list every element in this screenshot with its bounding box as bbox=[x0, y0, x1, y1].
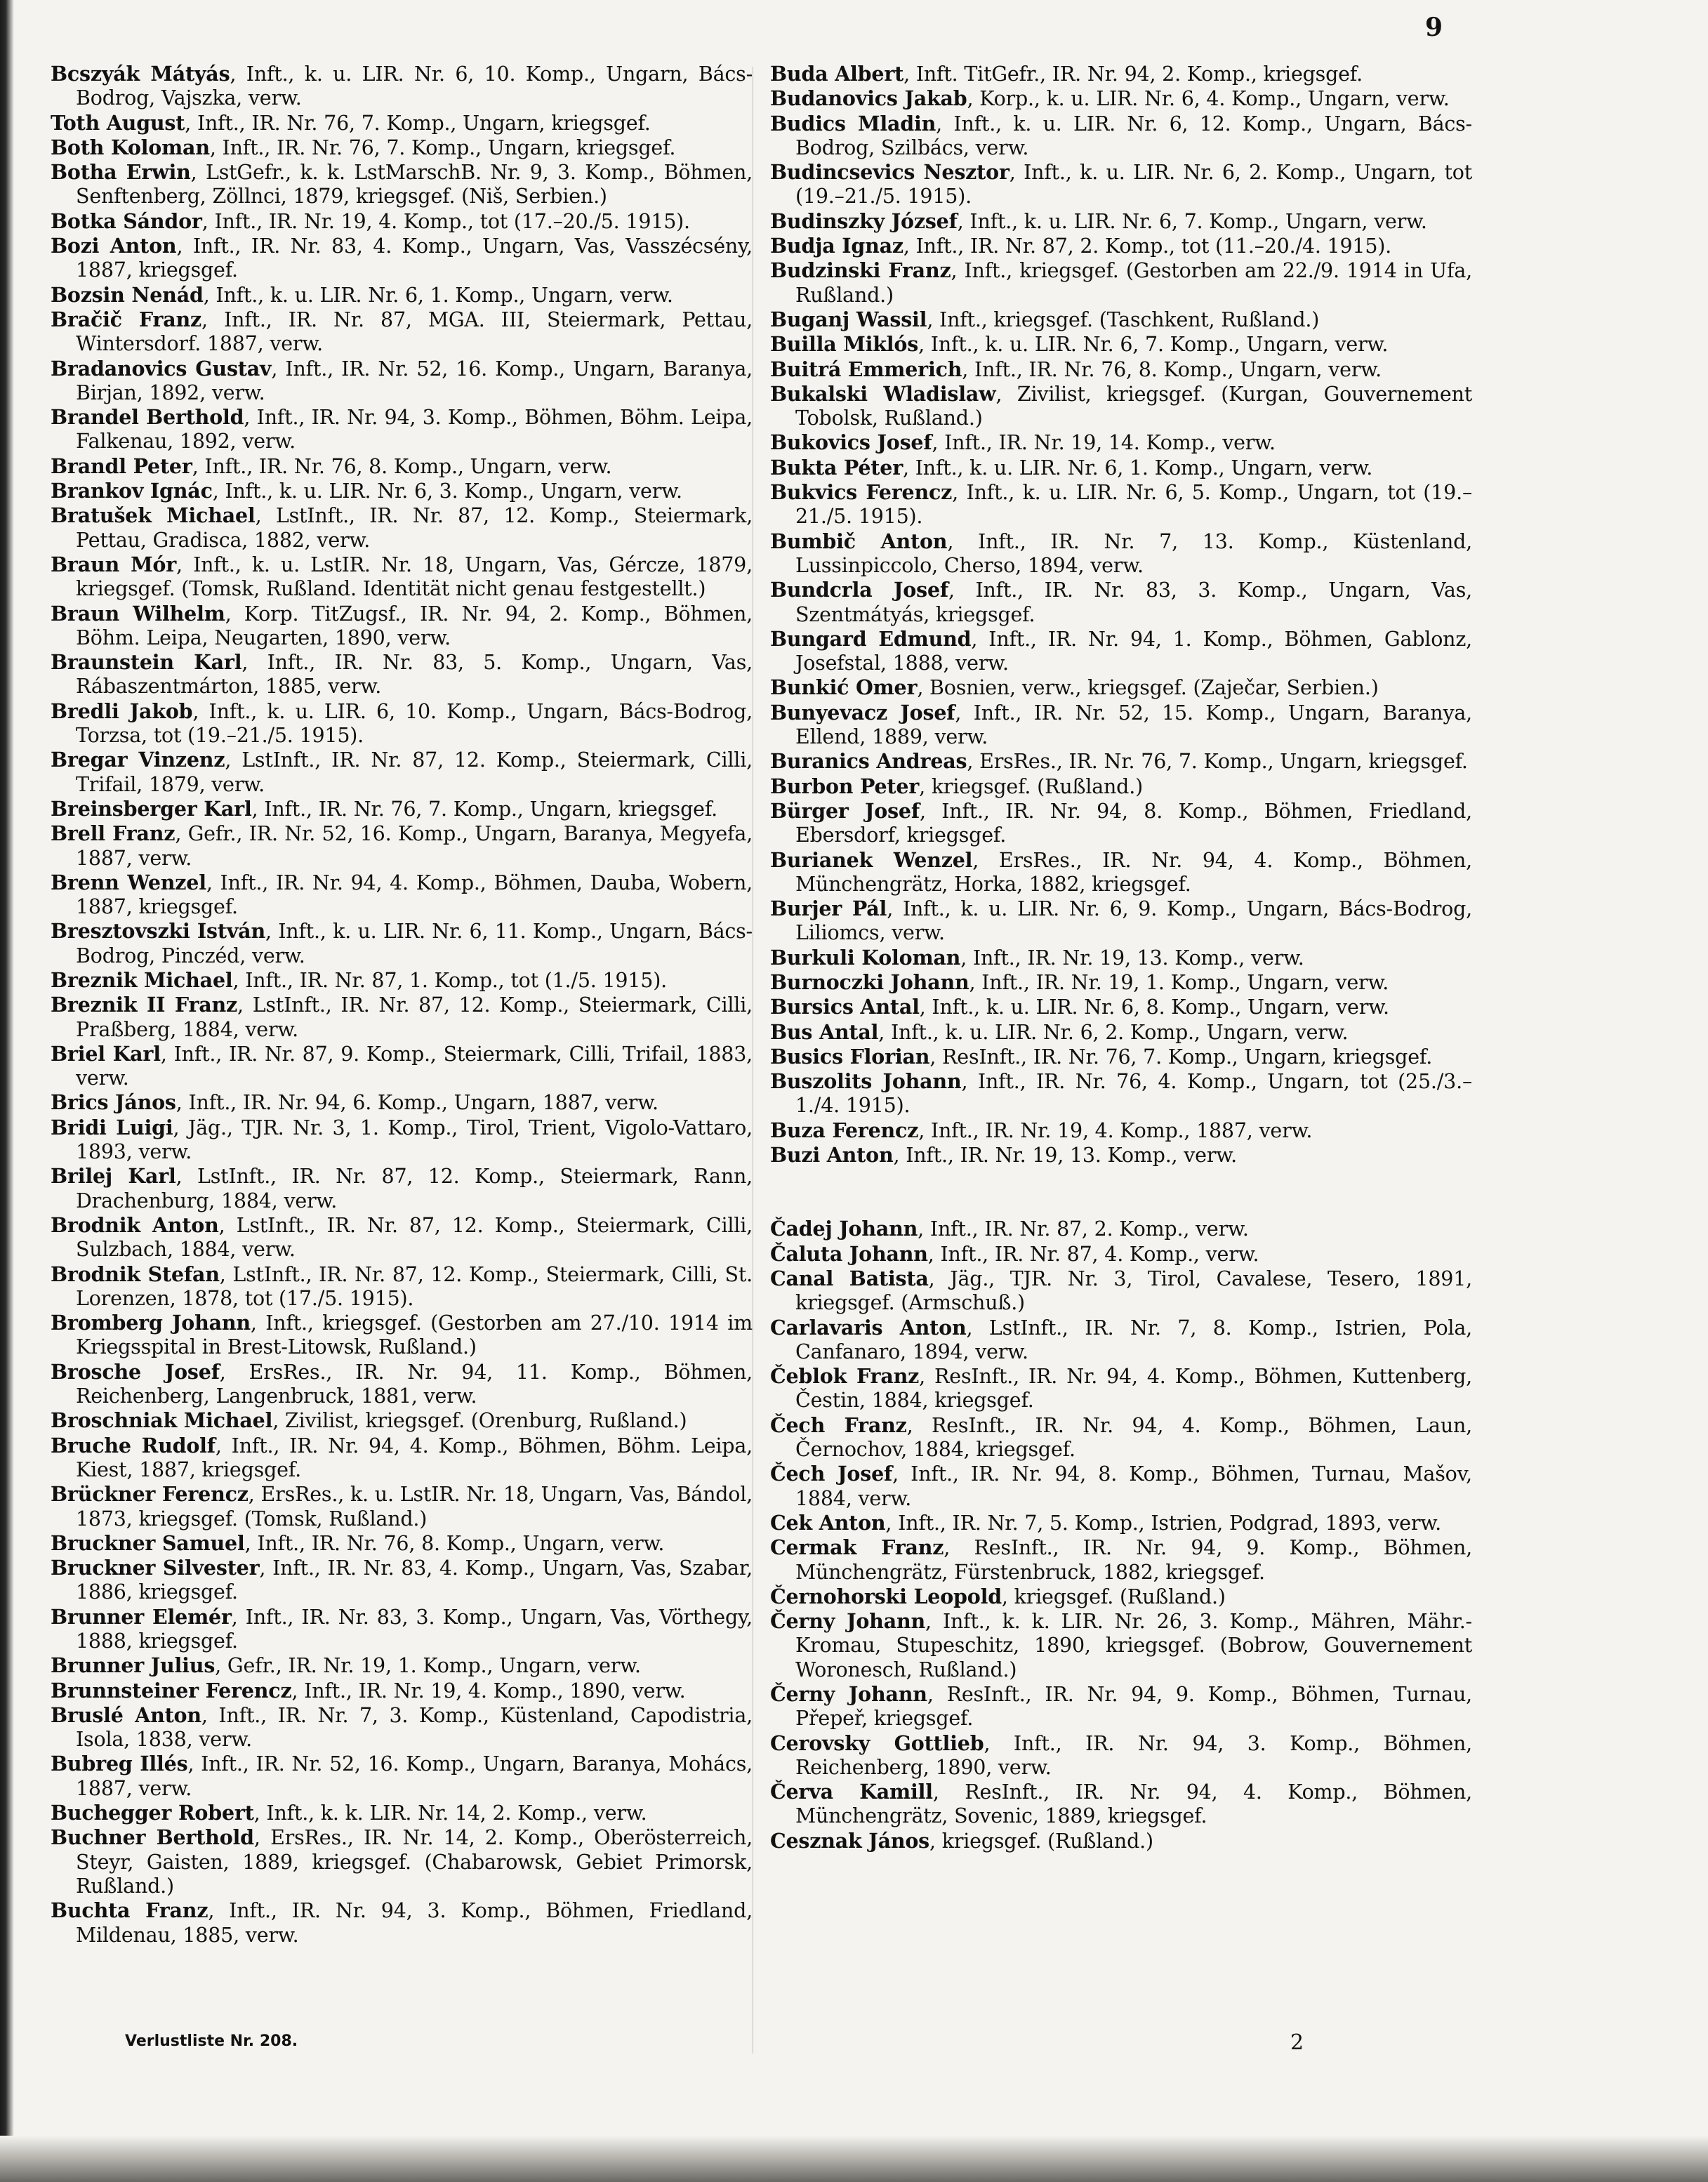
casualty-entry bbox=[770, 675, 1472, 700]
entry-details: , Inft., k. u. LIR. Nr. 6, 9. Komp., Ungarn, Bács-Bodrog, Liliomcs, verw. bbox=[795, 897, 1472, 945]
entry-name: Brankov Ignác bbox=[51, 479, 213, 503]
casualty-entry bbox=[51, 1679, 753, 1703]
casualty-entry bbox=[51, 1434, 753, 1483]
casualty-entry bbox=[770, 578, 1472, 627]
entry-details: , kriegsgef. (Rußland.) bbox=[919, 774, 1144, 798]
entry-details: , Gefr., IR. Nr. 52, 16. Komp., Ungarn, Baranya, Megyefa, 1887, verw. bbox=[76, 822, 753, 870]
entry-name: Brell Franz bbox=[51, 821, 176, 846]
entry-details: , LstInft., IR. Nr. 87, 12. Komp., Steiermark, Cilli, Praßberg, 1884, verw. bbox=[76, 993, 753, 1041]
entry-details: , Inft., IR. Nr. 76, 8. Komp., Ungarn, verw. bbox=[962, 357, 1382, 381]
entry-details: , LstInft., IR. Nr. 87, 12. Komp., Steiermark, Rann, Drachenburg, 1884, verw. bbox=[76, 1165, 753, 1212]
casualty-entry bbox=[51, 454, 753, 479]
entry-name: Černy Johann bbox=[770, 1609, 925, 1634]
casualty-entry bbox=[51, 1262, 753, 1311]
casualty-entry bbox=[51, 1311, 753, 1360]
entry-details: , Inft., IR. Nr. 94, 6. Komp., Ungarn, 1887, verw. bbox=[176, 1091, 658, 1115]
entry-name: Toth August bbox=[51, 110, 185, 135]
entry-details: , Inft., IR. Nr. 76, 8. Komp., Ungarn, verw. bbox=[244, 1531, 665, 1555]
entry-details: , Inft., k. u. LIR. Nr. 6, 1. Komp., Ungarn, verw. bbox=[203, 283, 673, 307]
entry-name: Čech Josef bbox=[770, 1462, 893, 1486]
casualty-entry bbox=[770, 112, 1472, 161]
entry-name: Buranics Andreas bbox=[770, 749, 967, 774]
casualty-entry bbox=[51, 919, 753, 968]
casualty-entry bbox=[51, 699, 753, 748]
casualty-entry bbox=[770, 1217, 1472, 1241]
entry-name: Breznik II Franz bbox=[51, 993, 238, 1017]
entry-details: , Inft., IR. Nr. 19, 13. Komp., verw. bbox=[960, 946, 1304, 970]
entry-details: , Korp. TitZugsf., IR. Nr. 94, 2. Komp., Böhmen, Böhm. Leipa, Neugarten, 1890, verw. bbox=[76, 602, 753, 649]
casualty-entry bbox=[770, 234, 1472, 258]
entry-details: , Inft., k. u. LIR. Nr. 6, 5. Komp., Ungarn, tot (19.–21./5. 1915). bbox=[795, 481, 1472, 529]
entry-name: Bcszyák Mátyás bbox=[51, 62, 230, 86]
casualty-entry bbox=[51, 1825, 753, 1898]
entry-details: , Inft., IR. Nr. 94, 8. Komp., Böhmen, Friedland, Ebersdorf, kriegsgef. bbox=[795, 799, 1472, 847]
casualty-entry bbox=[51, 1042, 753, 1091]
entry-name: Budja Ignaz bbox=[770, 234, 903, 258]
entry-name: Broschniak Michael bbox=[51, 1408, 273, 1433]
entry-details: , Inft., IR. Nr. 94, 3. Komp., Böhmen, Böhm. Leipa, Falkenau, 1892, verw. bbox=[76, 406, 753, 454]
section-gap bbox=[770, 1168, 1472, 1217]
entry-name: Bozi Anton bbox=[51, 234, 177, 258]
entry-name: Bubreg Illés bbox=[51, 1752, 188, 1776]
entry-name: Budanovics Jakab bbox=[770, 86, 967, 111]
entry-details: , Inft., k. u. LIR. 6, 10. Komp., Ungarn, Bács-Bodrog, Torzsa, tot (19.–21./5. 1915). bbox=[76, 699, 753, 748]
casualty-entry bbox=[770, 1413, 1472, 1462]
entry-name: Breznik Michael bbox=[51, 967, 233, 992]
entry-details: , ResInft., IR. Nr. 76, 7. Komp., Ungarn, kriegsgef. bbox=[929, 1045, 1433, 1069]
left-column bbox=[51, 62, 753, 1948]
entry-name: Brodnik Anton bbox=[51, 1212, 219, 1237]
entry-name: Burjer Pál bbox=[770, 897, 887, 921]
entry-details: , Zivilist, kriegsgef. (Orenburg, Rußland.) bbox=[272, 1409, 687, 1433]
entry-details: , Inft. TitGefr., IR. Nr. 94, 2. Komp., kriegsgef. bbox=[903, 62, 1363, 86]
entry-details: , Inft., k. u. LIR. Nr. 6, 2. Komp., Ungarn, tot (19.–21./5. 1915). bbox=[795, 161, 1472, 209]
entry-details: , Inft., IR. Nr. 94, 3. Komp., Böhmen, Reichenberg, 1890, verw. bbox=[795, 1731, 1472, 1779]
entry-details: , LstInft., IR. Nr. 87, 12. Komp., Steiermark, Cilli, St. Lorenzen, 1878, tot (17./5. 1915). bbox=[76, 1262, 753, 1310]
casualty-entry bbox=[51, 1531, 753, 1556]
entry-details: , LstInft., IR. Nr. 7, 8. Komp., Istrien, Pola, Canfanaro, 1894, verw. bbox=[795, 1316, 1473, 1363]
casualty-entry bbox=[770, 1143, 1472, 1168]
entry-name: Bukta Péter bbox=[770, 455, 903, 480]
casualty-entry bbox=[770, 357, 1472, 382]
casualty-entry bbox=[51, 1360, 753, 1409]
casualty-entry bbox=[51, 1605, 753, 1654]
casualty-entry bbox=[51, 135, 753, 160]
entry-details: , ResInft., IR. Nr. 94, 4. Komp., Böhmen, Laun, Černochov, 1884, kriegsgef. bbox=[795, 1413, 1472, 1462]
entry-name: Buchner Berthold bbox=[51, 1825, 254, 1850]
entry-name: Bruslé Anton bbox=[51, 1702, 201, 1727]
entry-details: , Inft., k. k. LIR. Nr. 14, 2. Komp., verw. bbox=[253, 1801, 647, 1825]
entry-name: Cesznak János bbox=[770, 1828, 930, 1853]
casualty-entry bbox=[770, 456, 1472, 480]
entry-details: , Inft., IR. Nr. 19, 4. Komp., 1890, verw. bbox=[291, 1679, 686, 1702]
casualty-entry bbox=[770, 995, 1472, 1019]
entry-name: Brics János bbox=[51, 1090, 176, 1115]
entry-name: Cerovsky Gottlieb bbox=[770, 1731, 984, 1755]
casualty-entry bbox=[770, 1316, 1472, 1365]
entry-name: Burbon Peter bbox=[770, 774, 920, 798]
casualty-entry bbox=[770, 86, 1472, 111]
entry-details: , Inft., IR. Nr. 94, 4. Komp., Böhmen, Böhm. Leipa, Kiest, 1887, kriegsgef. bbox=[76, 1434, 753, 1481]
entry-details: , ErsRes., IR. Nr. 94, 11. Komp., Böhmen, Reichenberg, Langenbruck, 1881, verw. bbox=[76, 1360, 753, 1408]
casualty-entry bbox=[770, 1731, 1472, 1780]
casualty-entry bbox=[51, 553, 753, 602]
casualty-entry bbox=[51, 62, 753, 111]
casualty-entry bbox=[770, 970, 1472, 995]
casualty-entry bbox=[51, 308, 753, 357]
casualty-entry bbox=[770, 332, 1472, 357]
entry-name: Burianek Wenzel bbox=[770, 847, 973, 872]
entry-details: , Inft., IR. Nr. 19, 13. Komp., verw. bbox=[893, 1144, 1237, 1168]
entry-name: Bruche Rudolf bbox=[51, 1433, 216, 1457]
casualty-entry bbox=[770, 1682, 1472, 1731]
entry-name: Bromberg Johann bbox=[51, 1311, 251, 1335]
entry-name: Cermak Franz bbox=[770, 1535, 944, 1560]
casualty-entry bbox=[770, 160, 1472, 209]
casualty-entry bbox=[770, 701, 1472, 750]
entry-name: Bradanovics Gustav bbox=[51, 356, 272, 381]
entry-details: , Inft., IR. Nr. 7, 5. Komp., Istrien, Podgrad, 1893, verw. bbox=[885, 1511, 1441, 1535]
casualty-entry bbox=[51, 160, 753, 209]
entry-name: Both Koloman bbox=[51, 135, 210, 159]
casualty-entry bbox=[770, 382, 1472, 431]
entry-details: , Inft., IR. Nr. 94, 3. Komp., Böhmen, Friedland, Mildenau, 1885, verw. bbox=[76, 1899, 753, 1947]
entry-details: , Korp., k. u. LIR. Nr. 6, 4. Komp., Ungarn, verw. bbox=[967, 87, 1450, 111]
entry-name: Braunstein Karl bbox=[51, 650, 242, 675]
entry-details: , ResInft., IR. Nr. 94, 4. Komp., Böhmen, Münchengrätz, Sovenic, 1889, kriegsgef. bbox=[795, 1780, 1472, 1828]
casualty-entry bbox=[51, 283, 753, 308]
casualty-entry bbox=[770, 1267, 1472, 1316]
entry-name: Brandel Berthold bbox=[51, 405, 244, 430]
casualty-entry bbox=[51, 650, 753, 699]
entry-name: Canal Batista bbox=[770, 1266, 929, 1290]
entry-name: Braun Wilhelm bbox=[51, 601, 225, 626]
entry-details: , Inft., kriegsgef. (Taschkent, Rußland.) bbox=[927, 308, 1320, 331]
casualty-entry bbox=[51, 1556, 753, 1605]
entry-name: Bundcrla Josef bbox=[770, 578, 948, 602]
entry-details: , Inft., IR. Nr. 52, 16. Komp., Ungarn, Baranya, Birjan, 1892, verw. bbox=[76, 357, 753, 404]
entry-name: Buza Ferencz bbox=[770, 1118, 919, 1142]
entry-details: , Jäg., TJR. Nr. 3, 1. Komp., Tirol, Trient, Vigolo-Vattaro, 1893, verw. bbox=[76, 1116, 753, 1164]
entry-name: Breinsberger Karl bbox=[51, 796, 252, 821]
casualty-entry bbox=[770, 1045, 1472, 1069]
entry-details: , LstInft., IR. Nr. 87, 12. Komp., Steiermark, Cilli, Sulzbach, 1884, verw. bbox=[76, 1213, 753, 1262]
entry-details: , kriegsgef. (Rußland.) bbox=[1001, 1585, 1226, 1608]
entry-details: , Zivilist, kriegsgef. (Kurgan, Gouvernement Tobolsk, Rußland.) bbox=[795, 382, 1473, 430]
casualty-entry bbox=[770, 62, 1472, 86]
entry-name: Buitrá Emmerich bbox=[770, 357, 962, 381]
entry-details: , Inft., IR. Nr. 76, 7. Komp., Ungarn, kriegsgef. bbox=[251, 797, 718, 821]
entry-details: , Inft., IR. Nr. 87, 2. Komp., tot (11.–20./4. 1915). bbox=[903, 234, 1392, 258]
entry-name: Brunner Julius bbox=[51, 1653, 216, 1678]
entry-name: Čadej Johann bbox=[770, 1217, 918, 1241]
casualty-entry bbox=[51, 1482, 753, 1531]
entry-name: Buchta Franz bbox=[51, 1898, 208, 1923]
casualty-entry bbox=[770, 627, 1472, 676]
entry-details: , ErsRes., k. u. LstIR. Nr. 18, Ungarn, Vas, Bándol, 1873, kriegsgef. (Tomsk, Rußland.) bbox=[76, 1483, 753, 1530]
entry-name: Budincsevics Nesztor bbox=[770, 160, 1009, 185]
entry-details: , LstInft., IR. Nr. 87, 12. Komp., Steiermark, Pettau, Gradisca, 1882, verw. bbox=[76, 504, 753, 552]
casualty-entry bbox=[51, 602, 753, 651]
entry-details: , Inft., k. u. LIR. Nr. 6, 7. Komp., Ungarn, verw. bbox=[957, 209, 1427, 233]
entry-name: Bračič Franz bbox=[51, 307, 202, 331]
casualty-entry bbox=[51, 1090, 753, 1115]
entry-details: , Inft., k. u. LstIR. Nr. 18, Ungarn, Vas, Gércze, 1879, kriegsgef. (Tomsk, Rußland. Identität nicht genau festgestellt.) bbox=[76, 553, 753, 601]
entry-name: Bungard Edmund bbox=[770, 626, 972, 651]
entry-details: , Inft., IR. Nr. 7, 3. Komp., Küstenland, Capodistria, Isola, 1838, verw. bbox=[76, 1703, 753, 1752]
sheet-number: 2 bbox=[1290, 2030, 1304, 2055]
entry-details: , Inft., k. k. LIR. Nr. 26, 3. Komp., Mähren, Mähr.-Kromau, Stupeschitz, 1890, kriegsgef. (Bobrow, Gouvernement Woronesch, Rußland.) bbox=[795, 1610, 1472, 1681]
casualty-entry bbox=[51, 821, 753, 871]
entry-name: Bruckner Samuel bbox=[51, 1530, 245, 1555]
casualty-entry bbox=[51, 479, 753, 503]
entry-name: Bregar Vinzenz bbox=[51, 748, 225, 772]
entry-name: Brunnsteiner Ferencz bbox=[51, 1678, 292, 1702]
entry-details: , Inft., IR. Nr. 87, 4. Komp., verw. bbox=[927, 1242, 1259, 1266]
casualty-entry bbox=[770, 1364, 1472, 1413]
entry-details: , Inft., IR. Nr. 19, 4. Komp., 1887, verw. bbox=[918, 1118, 1313, 1142]
casualty-entry bbox=[770, 209, 1472, 234]
casualty-entry bbox=[51, 1116, 753, 1165]
casualty-entry bbox=[51, 1164, 753, 1213]
casualty-entry bbox=[51, 1703, 753, 1752]
entry-details: , Inft., IR. Nr. 83, 3. Komp., Ungarn, Vas, Vörthegy, 1888, kriegsgef. bbox=[76, 1605, 753, 1653]
casualty-entry bbox=[51, 503, 753, 553]
entry-name: Bukvics Ferencz bbox=[770, 480, 953, 505]
entry-name: Brandl Peter bbox=[51, 454, 192, 478]
casualty-entry bbox=[51, 1752, 753, 1801]
entry-details: , Inft., IR. Nr. 76, 8. Komp., Ungarn, verw. bbox=[192, 454, 612, 478]
casualty-entry bbox=[770, 799, 1472, 848]
entry-details: , Inft., IR. Nr. 87, 1. Komp., tot (1./5. 1915). bbox=[232, 968, 667, 992]
entry-name: Čaluta Johann bbox=[770, 1241, 928, 1266]
entry-details: , Inft., kriegsgef. (Gestorben am 27./10. 1914 im Kriegsspital in Brest-Litowsk, Rußland.) bbox=[76, 1311, 753, 1359]
entry-details: , Inft., IR. Nr. 83, 5. Komp., Ungarn, Vas, Rábaszentmárton, 1885, verw. bbox=[76, 651, 753, 699]
casualty-entry bbox=[770, 529, 1472, 578]
right-column bbox=[770, 62, 1472, 1853]
entry-details: , Inft., IR. Nr. 76, 4. Komp., Ungarn, tot (25./3.–1./4. 1915). bbox=[795, 1070, 1472, 1118]
casualty-entry bbox=[51, 1213, 753, 1262]
entry-name: Botha Erwin bbox=[51, 160, 191, 185]
casualty-entry bbox=[51, 871, 753, 920]
entry-name: Brenn Wenzel bbox=[51, 870, 206, 894]
casualty-entry bbox=[770, 1242, 1472, 1267]
entry-details: , ErsRes., IR. Nr. 76, 7. Komp., Ungarn, kriegsgef. bbox=[967, 750, 1468, 774]
entry-name: Bukalski Wladislaw bbox=[770, 381, 996, 406]
entry-name: Bumbič Anton bbox=[770, 529, 948, 553]
entry-name: Busics Florian bbox=[770, 1044, 930, 1069]
casualty-entry bbox=[51, 993, 753, 1042]
entry-name: Bursics Antal bbox=[770, 995, 920, 1019]
casualty-entry bbox=[51, 968, 753, 993]
entry-name: Brunner Elemér bbox=[51, 1604, 232, 1629]
casualty-entry bbox=[770, 1829, 1472, 1853]
casualty-entry bbox=[51, 234, 753, 283]
entry-details: , Inft., IR. Nr. 83, 4. Komp., Ungarn, Vas, Vasszécsény, 1887, kriegsgef. bbox=[76, 234, 753, 282]
entry-details: , ResInft., IR. Nr. 94, 9. Komp., Böhmen, Turnau, Přepeř, kriegsgef. bbox=[795, 1683, 1472, 1731]
entry-details: , Inft., k. u. LIR. Nr. 6, 8. Komp., Ungarn, verw. bbox=[919, 996, 1389, 1019]
entry-details: , Inft., IR. Nr. 87, MGA. III, Steiermark, Pettau, Wintersdorf. 1887, verw. bbox=[76, 308, 753, 356]
entry-details: , Jäg., TJR. Nr. 3, Tirol, Cavalese, Tesero, 1891, kriegsgef. (Armschuß.) bbox=[795, 1267, 1472, 1315]
entry-name: Bredli Jakob bbox=[51, 699, 193, 723]
entry-name: Bratušek Michael bbox=[51, 503, 256, 528]
entry-details: , Inft., IR. Nr. 87, 9. Komp., Steiermark, Cilli, Trifail, 1883, verw. bbox=[76, 1042, 753, 1090]
entry-name: Burnoczki Johann bbox=[770, 970, 969, 994]
casualty-entry bbox=[51, 797, 753, 821]
casualty-entry bbox=[770, 1609, 1472, 1682]
casualty-entry bbox=[770, 1069, 1472, 1118]
entry-name: Carlavaris Anton bbox=[770, 1315, 967, 1340]
entry-details: , Inft., IR. Nr. 7, 13. Komp., Küstenland, Lussinpiccolo, Cherso, 1894, verw. bbox=[795, 529, 1473, 577]
casualty-entry bbox=[770, 1585, 1472, 1609]
casualty-entry bbox=[770, 848, 1472, 897]
entry-name: Burkuli Koloman bbox=[770, 945, 961, 970]
casualty-entry bbox=[51, 111, 753, 135]
page-number: 9 bbox=[1425, 13, 1443, 42]
casualty-entry bbox=[770, 946, 1472, 970]
entry-name: Buchegger Robert bbox=[51, 1801, 254, 1825]
casualty-entry bbox=[770, 1020, 1472, 1045]
entry-name: Čeblok Franz bbox=[770, 1364, 920, 1389]
entry-name: Černy Johann bbox=[770, 1682, 927, 1706]
entry-name: Buganj Wassil bbox=[770, 307, 927, 331]
entry-details: , Inft., k. u. LIR. Nr. 6, 11. Komp., Ungarn, Bács-Bodrog, Pinczéd, verw. bbox=[76, 920, 753, 967]
casualty-entry bbox=[51, 405, 753, 454]
entry-details: , Inft., IR. Nr. 19, 4. Komp., tot (17.–20./5. 1915). bbox=[201, 209, 690, 233]
entry-details: , ErsRes., IR. Nr. 94, 4. Komp., Böhmen, Münchengrätz, Horka, 1882, kriegsgef. bbox=[795, 848, 1473, 896]
entry-name: Buszolits Johann bbox=[770, 1069, 962, 1094]
casualty-entry bbox=[770, 749, 1472, 774]
entry-details: , Inft., IR. Nr. 76, 7. Komp., Ungarn, kriegsgef. bbox=[185, 111, 651, 135]
casualty-entry bbox=[51, 1408, 753, 1433]
entry-name: Černohorski Leopold bbox=[770, 1584, 1002, 1608]
entry-details: , Inft., IR. Nr. 87, 2. Komp., verw. bbox=[918, 1217, 1249, 1241]
casualty-entry bbox=[770, 1780, 1472, 1829]
entry-name: Budzinski Franz bbox=[770, 258, 951, 283]
entry-name: Buda Albert bbox=[770, 62, 904, 86]
entry-name: Builla Miklós bbox=[770, 332, 919, 357]
casualty-entry bbox=[51, 1653, 753, 1678]
entry-details: , Bosnien, verw., kriegsgef. (Zaječar, Serbien.) bbox=[917, 676, 1379, 700]
entry-details: , Inft., IR. Nr. 76, 7. Komp., Ungarn, kriegsgef. bbox=[209, 135, 676, 159]
entry-details: , Inft., k. u. LIR. Nr. 6, 7. Komp., Ungarn, verw. bbox=[918, 333, 1389, 357]
casualty-entry bbox=[51, 1801, 753, 1825]
entry-details: , Inft., IR. Nr. 83, 4. Komp., Ungarn, Vas, Szabar, 1886, kriegsgef. bbox=[76, 1556, 753, 1604]
scan-edge bbox=[0, 0, 14, 2182]
entry-name: Brodnik Stefan bbox=[51, 1262, 220, 1286]
entry-details: , Inft., k. u. LIR. Nr. 6, 3. Komp., Ungarn, verw. bbox=[212, 480, 682, 503]
entry-details: , Inft., IR. Nr. 52, 15. Komp., Ungarn, Baranya, Ellend, 1889, verw. bbox=[795, 701, 1472, 749]
entry-details: , kriegsgef. (Rußland.) bbox=[929, 1829, 1153, 1853]
entry-details: , ResInft., IR. Nr. 94, 4. Komp., Böhmen, Kuttenberg, Čestin, 1884, kriegsgef. bbox=[795, 1365, 1473, 1413]
casualty-entry bbox=[770, 1462, 1472, 1511]
entry-details: , Inft., IR. Nr. 94, 1. Komp., Böhmen, Gablonz, Josefstal, 1888, verw. bbox=[795, 627, 1472, 675]
entry-name: Bukovics Josef bbox=[770, 430, 932, 455]
entry-details: , Inft., k. u. LIR. Nr. 6, 10. Komp., Ungarn, Bács-Bodrog, Vajszka, verw. bbox=[76, 62, 753, 110]
entry-details: , ResInft., IR. Nr. 94, 9. Komp., Böhmen, Münchengrätz, Fürstenbruck, 1882, kriegsgef. bbox=[795, 1536, 1473, 1584]
entry-details: , LstInft., IR. Nr. 87, 12. Komp., Steiermark, Cilli, Trifail, 1879, verw. bbox=[76, 748, 753, 796]
casualty-entry bbox=[770, 308, 1472, 332]
entry-details: , Inft., IR. Nr. 94, 8. Komp., Böhmen, Turnau, Mašov, 1884, verw. bbox=[795, 1462, 1472, 1510]
casualty-entry bbox=[770, 1118, 1472, 1143]
entry-details: , Inft., IR. Nr. 19, 1. Komp., Ungarn, verw. bbox=[969, 970, 1389, 994]
casualty-entry bbox=[51, 748, 753, 797]
entry-name: Brosche Josef bbox=[51, 1359, 220, 1384]
entry-name: Cek Anton bbox=[770, 1510, 886, 1535]
casualty-entry bbox=[770, 258, 1472, 308]
list-number-footer: Verlustliste Nr. 208. bbox=[125, 2032, 298, 2050]
entry-name: Bresztovszki István bbox=[51, 919, 265, 944]
entry-name: Braun Mór bbox=[51, 552, 177, 576]
entry-name: Bürger Josef bbox=[770, 798, 920, 823]
entry-name: Bunyevacz Josef bbox=[770, 700, 955, 725]
entry-details: , Inft., k. u. LIR. Nr. 6, 1. Komp., Ungarn, verw. bbox=[903, 456, 1373, 480]
casualty-entry bbox=[770, 774, 1472, 799]
entry-name: Buzi Anton bbox=[770, 1143, 894, 1168]
entry-details: , Inft., IR. Nr. 83, 3. Komp., Ungarn, Vas, Szentmátyás, kriegsgef. bbox=[795, 578, 1472, 626]
casualty-entry bbox=[51, 357, 753, 406]
casualty-entry bbox=[770, 897, 1472, 946]
entry-details: , Inft., kriegsgef. (Gestorben am 22./9. 1914 in Ufa, Rußland.) bbox=[795, 259, 1472, 307]
entry-details: , Inft., k. u. LIR. Nr. 6, 2. Komp., Ungarn, verw. bbox=[878, 1020, 1349, 1044]
entry-name: Budinszky József bbox=[770, 209, 958, 233]
entry-name: Botka Sándor bbox=[51, 209, 202, 233]
entry-details: , ErsRes., IR. Nr. 14, 2. Komp., Oberösterreich, Steyr, Gaisten, 1889, kriegsgef. (Chabarowsk, Gebiet Primorsk, Rußland.) bbox=[76, 1826, 753, 1898]
entry-details: , Gefr., IR. Nr. 19, 1. Komp., Ungarn, verw. bbox=[215, 1654, 641, 1678]
casualty-entry bbox=[770, 1535, 1472, 1585]
entry-details: , Inft., IR. Nr. 94, 4. Komp., Böhmen, Dauba, Wobern, 1887, kriegsgef. bbox=[76, 871, 753, 919]
entry-details: , Inft., IR. Nr. 19, 14. Komp., verw. bbox=[932, 431, 1276, 455]
entry-name: Bus Antal bbox=[770, 1019, 879, 1044]
entry-name: Bridi Luigi bbox=[51, 1115, 173, 1139]
scan-bottom-edge bbox=[0, 2136, 1708, 2182]
entry-details: , Inft., IR. Nr. 52, 16. Komp., Ungarn, Baranya, Mohács, 1887, verw. bbox=[76, 1752, 753, 1800]
entry-name: Červa Kamill bbox=[770, 1780, 933, 1804]
casualty-entry bbox=[770, 1511, 1472, 1535]
casualty-entry bbox=[770, 430, 1472, 455]
entry-name: Brückner Ferencz bbox=[51, 1482, 249, 1507]
entry-name: Čech Franz bbox=[770, 1413, 907, 1437]
entry-name: Bunkić Omer bbox=[770, 675, 918, 700]
entry-name: Brilej Karl bbox=[51, 1164, 176, 1189]
entry-details: , LstGefr., k. k. LstMarschB. Nr. 9, 3. Komp., Böhmen, Senftenberg, Zöllnci, 1879, kriegsgef. (Niš, Serbien.) bbox=[76, 161, 753, 209]
entry-name: Briel Karl bbox=[51, 1041, 161, 1066]
entry-name: Budics Mladin bbox=[770, 111, 936, 135]
casualty-entry bbox=[770, 480, 1472, 529]
entry-name: Bruckner Silvester bbox=[51, 1556, 260, 1580]
entry-details: , Inft., k. u. LIR. Nr. 6, 12. Komp., Ungarn, Bács-Bodrog, Szilbács, verw. bbox=[795, 112, 1472, 159]
casualty-entry bbox=[51, 1898, 753, 1948]
casualty-entry bbox=[51, 209, 753, 234]
entry-name: Bozsin Nenád bbox=[51, 282, 204, 307]
